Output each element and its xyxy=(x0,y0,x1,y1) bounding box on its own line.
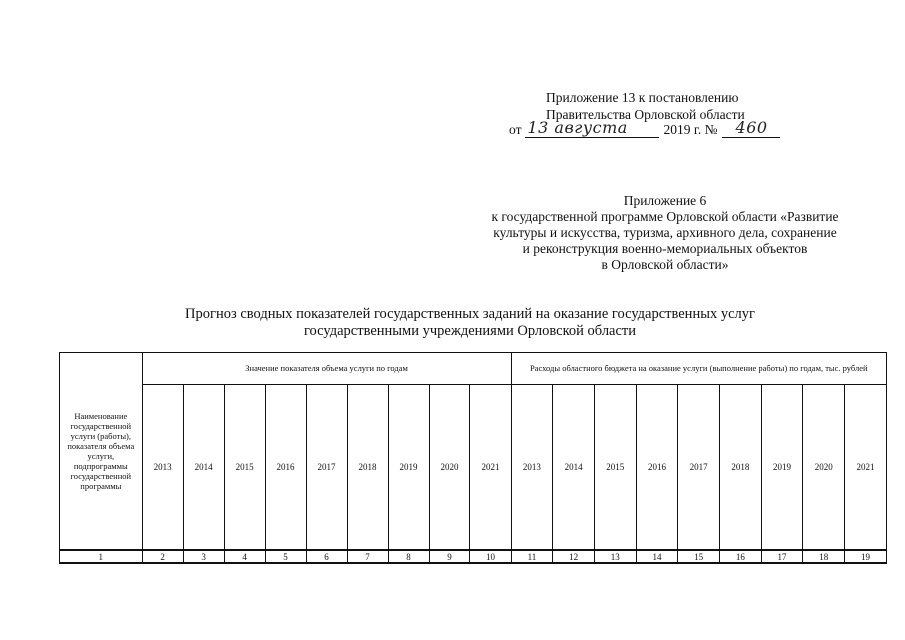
appendix6-block xyxy=(430,193,900,273)
column-number: 2 xyxy=(142,550,183,563)
year-header: 2017 xyxy=(678,385,720,551)
appendix6-line: культуры и искусства, туризма, архивного дела, сохранение xyxy=(493,225,837,240)
year-header: 2019 xyxy=(761,385,803,551)
column-number: 10 xyxy=(470,550,511,563)
column-number: 9 xyxy=(429,550,470,563)
column-number: 17 xyxy=(761,550,803,563)
column-number: 7 xyxy=(347,550,388,563)
column-number: 12 xyxy=(553,550,595,563)
volume-group-header: Значение показателя объема услуги по годам xyxy=(142,353,511,385)
column-number: 5 xyxy=(265,550,306,563)
column-number: 8 xyxy=(388,550,429,563)
column-number: 1 xyxy=(60,550,143,563)
year-header: 2014 xyxy=(553,385,595,551)
column-number: 3 xyxy=(183,550,224,563)
title-line1: Прогноз сводных показателей государственных заданий на оказание государственных услуг xyxy=(185,306,755,322)
appendix13-date-line xyxy=(509,118,780,138)
number-blank xyxy=(722,118,780,138)
year-header: 2021 xyxy=(845,385,887,551)
handwritten-date: 13 августа xyxy=(527,118,628,137)
year-header: 2019 xyxy=(388,385,429,551)
forecast-table xyxy=(59,352,887,564)
appendix13-line2: Правительства Орловской области xyxy=(546,107,745,122)
year-header: 2015 xyxy=(594,385,636,551)
expenses-group-header: Расходы областного бюджета на оказание услуги (выполнение работы) по годам, тыс. рублей xyxy=(511,353,886,385)
year-header: 2018 xyxy=(720,385,762,551)
appendix6-line: и реконструкция военно-мемориальных объектов xyxy=(522,241,808,256)
appendix6-line: в Орловской области» xyxy=(601,257,729,272)
column-number: 14 xyxy=(636,550,678,563)
year-header: 2021 xyxy=(470,385,511,551)
year-header: 2015 xyxy=(224,385,265,551)
column-number: 19 xyxy=(845,550,887,563)
handwritten-number: 460 xyxy=(735,118,768,137)
column-number: 11 xyxy=(511,550,553,563)
year-header: 2016 xyxy=(636,385,678,551)
year-header: 2020 xyxy=(429,385,470,551)
year-header: 2016 xyxy=(265,385,306,551)
appendix6-line: к государственной программе Орловской области «Развитие xyxy=(491,209,839,224)
column-number: 16 xyxy=(720,550,762,563)
appendix13-prefix: от xyxy=(509,122,522,137)
year-header: 2013 xyxy=(511,385,553,551)
document-title xyxy=(60,306,880,340)
column-number: 15 xyxy=(678,550,720,563)
appendix6-line: Приложение 6 xyxy=(623,193,707,208)
column-number: 18 xyxy=(803,550,845,563)
years-row xyxy=(60,385,887,551)
column-number: 4 xyxy=(224,550,265,563)
year-header: 2014 xyxy=(183,385,224,551)
column-number: 6 xyxy=(306,550,347,563)
group-header-row xyxy=(60,353,887,385)
appendix13-line1: Приложение 13 к постановлению xyxy=(546,90,739,105)
appendix13-year: 2019 г. № xyxy=(663,122,718,137)
year-header: 2013 xyxy=(142,385,183,551)
year-header: 2020 xyxy=(803,385,845,551)
year-header: 2017 xyxy=(306,385,347,551)
title-line2: государственными учреждениями Орловской области xyxy=(303,323,637,339)
date-blank xyxy=(525,118,659,138)
column-number-row xyxy=(60,550,887,563)
column-number: 13 xyxy=(594,550,636,563)
year-header: 2018 xyxy=(347,385,388,551)
row-header-cell: Наименование государственной услуги (работы), показателя объема услуги, подпрограммы государственной программы xyxy=(60,353,143,551)
